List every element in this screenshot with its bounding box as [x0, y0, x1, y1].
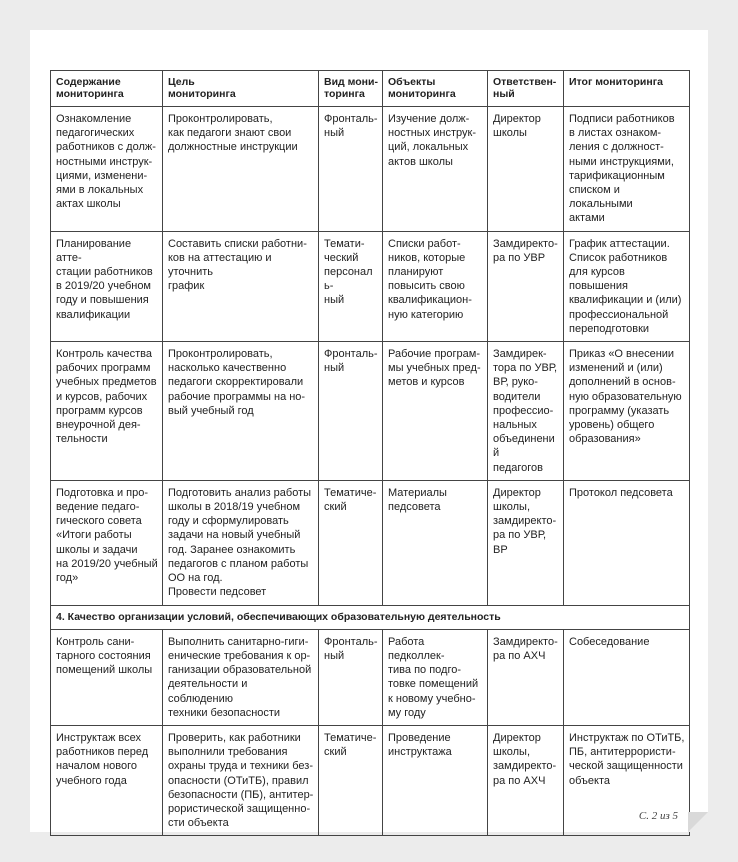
table-row [51, 342, 690, 481]
table-row [51, 107, 690, 232]
table-cell: Списки работ- ников, которые планируют повысить свою квалификацион- ную категорию [383, 231, 488, 341]
page-curl-corner [688, 812, 708, 832]
table-cell: Ознакомление педагогических работников с долж- ностными инструк- циями, изменени- ями в локальных актах школы [51, 107, 163, 232]
table-cell: Директор школы [488, 107, 564, 232]
table-cell: Фронталь- ный [319, 107, 383, 232]
table-cell: Тематиче- ский [319, 725, 383, 835]
table-cell: Изучение долж- ностных инструк- ций, локальных актов школы [383, 107, 488, 232]
table-cell: Инструктаж всех работников перед началом нового учебного года [51, 725, 163, 835]
header-objects: Объекты мониторинга [383, 71, 488, 107]
table-cell: График аттестации. Список работников для курсов повышения квалификации и (или) профессиональной переподготовки [564, 231, 690, 341]
table-cell: Темати- ческий персональ- ный [319, 231, 383, 341]
table-cell: Выполнить санитарно-гиги- енические требования к ор- ганизации образовательной деятельности и соблюдению техники безопасности [163, 629, 319, 725]
header-result: Итог мониторинга [564, 71, 690, 107]
section-title: 4. Качество организации условий, обеспечивающих образовательную деятельность [51, 605, 690, 629]
table-cell: Замдиректо- ра по УВР [488, 231, 564, 341]
table-cell: Протокол педсовета [564, 480, 690, 605]
header-type: Вид мони- торинга [319, 71, 383, 107]
table-row [51, 480, 690, 605]
table-cell: Замдирек- тора по УВР, ВР, руко- водители профессио- нальных объединений педагогов [488, 342, 564, 481]
table-cell: Фронталь- ный [319, 629, 383, 725]
document-page [30, 30, 708, 832]
table-cell: Приказ «О внесении изменений и (или) дополнений в основ- ную образовательную программу (указать уровень) общего образования» [564, 342, 690, 481]
table-cell: Подписи работников в листах ознаком- ления с должност- ными инструкциями, тарификационным списком и локальными актами [564, 107, 690, 232]
header-goal: Цель мониторинга [163, 71, 319, 107]
table-cell: Собеседование [564, 629, 690, 725]
table-row [51, 629, 690, 725]
table-cell: Директор школы, замдиректо- ра по УВР, ВР [488, 480, 564, 605]
monitoring-table [50, 70, 690, 836]
table-cell: Подготовить анализ работы школы в 2018/19 учебном году и сформулировать задачи на новый учебный год. Заранее ознакомить педагогов с планом работы ОО на год. Провести педсовет [163, 480, 319, 605]
table-cell: Проведение инструктажа [383, 725, 488, 835]
table-cell: Проконтролировать, как педагоги знают свои должностные инструкции [163, 107, 319, 232]
page-number: С. 2 из 5 [638, 810, 678, 822]
table-cell: Планирование атте- стации работников в 2019/20 учебном году и повышения квалификации [51, 231, 163, 341]
table-cell: Замдиректо- ра по АХЧ [488, 629, 564, 725]
table-row [51, 231, 690, 341]
table-header-row [51, 71, 690, 107]
table-cell: Тематиче- ский [319, 480, 383, 605]
table-cell: Директор школы, замдиректо- ра по АХЧ [488, 725, 564, 835]
table-row [51, 725, 690, 835]
table-cell: Фронталь- ный [319, 342, 383, 481]
table-cell: Проверить, как работники выполнили требования охраны труда и техники без- опасности (ОТиТБ), правил безопасности (ПБ), антитер- рористической защищенно- сти объекта [163, 725, 319, 835]
table-cell: Контроль сани- тарного состояния помещений школы [51, 629, 163, 725]
header-content: Содержание мониторинга [51, 71, 163, 107]
table-cell: Подготовка и про- ведение педаго- гического совета «Итоги работы школы и задачи на 2019/20 учебный год» [51, 480, 163, 605]
table-cell: Материалы педсовета [383, 480, 488, 605]
table-cell: Работа педколлек- тива по подго- товке помещений к новому учебно- му году [383, 629, 488, 725]
header-responsible: Ответствен- ный [488, 71, 564, 107]
table-cell: Составить списки работни- ков на аттестацию и уточнить график [163, 231, 319, 341]
table-cell: Инструктаж по ОТиТБ, ПБ, антитеррористи- ческой защищенности объекта [564, 725, 690, 835]
table-cell: Контроль качества рабочих программ учебных предметов и курсов, рабочих программ курсов внеурочной дея- тельности [51, 342, 163, 481]
table-cell: Проконтролировать, насколько качественно педагоги скорректировали рабочие программы на но- вый учебный год [163, 342, 319, 481]
section-row [51, 605, 690, 629]
table-cell: Рабочие програм- мы учебных пред- метов и курсов [383, 342, 488, 481]
